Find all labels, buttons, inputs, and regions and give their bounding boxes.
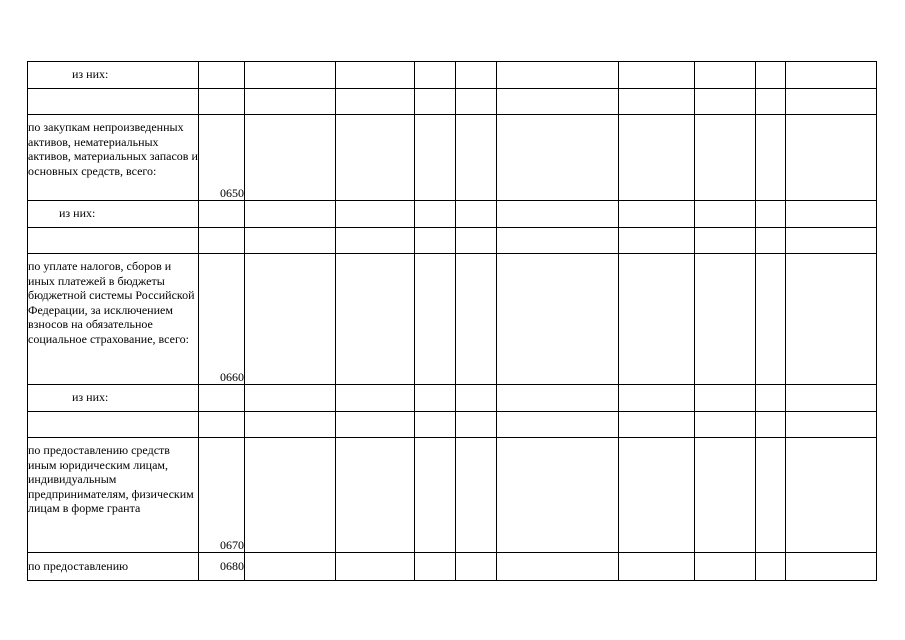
row-label: по предоставлению средств иным юридическим лицам, индивидуальным предпринимателям, физическим лицам в форме гранта	[28, 438, 199, 553]
table-row	[28, 115, 877, 201]
row-label: по закупкам непроизведенных активов, нематериальных активов, материальных запасов и основных средств, всего:	[28, 115, 199, 201]
row-code	[199, 201, 245, 228]
table-cell	[245, 89, 336, 115]
table-cell	[497, 115, 619, 201]
table-cell	[786, 412, 877, 438]
row-label	[28, 89, 199, 115]
table-cell	[786, 385, 877, 412]
table-cell	[756, 553, 786, 581]
table-cell	[695, 115, 756, 201]
table-cell	[456, 228, 497, 254]
table-cell	[245, 201, 336, 228]
table-cell	[619, 254, 695, 385]
table-cell	[245, 62, 336, 89]
row-label: из них:	[28, 385, 199, 412]
table-cell	[415, 385, 456, 412]
row-label	[28, 228, 199, 254]
table-cell	[619, 228, 695, 254]
table-cell	[756, 228, 786, 254]
table-row	[28, 62, 877, 89]
row-code	[199, 385, 245, 412]
table-row	[28, 438, 877, 553]
table-cell	[245, 254, 336, 385]
table-cell	[756, 412, 786, 438]
row-code	[199, 62, 245, 89]
table-cell	[456, 553, 497, 581]
table-cell	[245, 115, 336, 201]
row-label	[28, 412, 199, 438]
table-row	[28, 412, 877, 438]
table-row	[28, 228, 877, 254]
table-cell	[415, 201, 456, 228]
table-cell	[336, 254, 415, 385]
table-cell	[336, 62, 415, 89]
table-cell	[415, 412, 456, 438]
table-cell	[756, 254, 786, 385]
table-cell	[336, 412, 415, 438]
table-cell	[619, 438, 695, 553]
table-cell	[336, 89, 415, 115]
table-cell	[497, 254, 619, 385]
table-cell	[695, 412, 756, 438]
table-cell	[619, 89, 695, 115]
row-code	[199, 412, 245, 438]
table-cell	[619, 553, 695, 581]
table-row	[28, 553, 877, 581]
table-cell	[415, 438, 456, 553]
row-label: из них:	[28, 201, 199, 228]
table-cell	[415, 254, 456, 385]
table-cell	[756, 62, 786, 89]
table-cell	[786, 89, 877, 115]
row-code: 0670	[199, 438, 245, 553]
table-cell	[497, 62, 619, 89]
row-code	[199, 89, 245, 115]
table-cell	[695, 385, 756, 412]
table-cell	[786, 228, 877, 254]
table-cell	[415, 89, 456, 115]
table-cell	[497, 228, 619, 254]
table-cell	[245, 553, 336, 581]
row-label: из них:	[28, 62, 199, 89]
table-cell	[619, 62, 695, 89]
table-cell	[786, 553, 877, 581]
table-row	[28, 254, 877, 385]
table-cell	[456, 385, 497, 412]
table-cell	[756, 89, 786, 115]
table-cell	[245, 228, 336, 254]
table-cell	[245, 385, 336, 412]
table-cell	[756, 385, 786, 412]
row-code: 0650	[199, 115, 245, 201]
row-code	[199, 228, 245, 254]
table-cell	[415, 228, 456, 254]
table-cell	[786, 115, 877, 201]
table-cell	[695, 553, 756, 581]
table-cell	[336, 201, 415, 228]
table-cell	[456, 412, 497, 438]
table-cell	[497, 412, 619, 438]
table-cell	[619, 412, 695, 438]
table-cell	[415, 62, 456, 89]
row-label: по предоставлению	[28, 553, 199, 581]
table-cell	[695, 228, 756, 254]
table-cell	[456, 438, 497, 553]
table-cell	[619, 201, 695, 228]
table-cell	[786, 201, 877, 228]
table-cell	[456, 89, 497, 115]
table-cell	[456, 115, 497, 201]
table-row	[28, 89, 877, 115]
table-cell	[497, 201, 619, 228]
row-code: 0660	[199, 254, 245, 385]
table-cell	[336, 385, 415, 412]
report-table	[27, 61, 877, 581]
table-row	[28, 385, 877, 412]
table-cell	[415, 115, 456, 201]
table-cell	[619, 115, 695, 201]
table-cell	[336, 553, 415, 581]
table-cell	[786, 62, 877, 89]
table-cell	[245, 412, 336, 438]
table-cell	[756, 115, 786, 201]
table-cell	[756, 201, 786, 228]
table-cell	[619, 385, 695, 412]
row-code: 0680	[199, 553, 245, 581]
table-cell	[695, 254, 756, 385]
table-cell	[497, 385, 619, 412]
table-cell	[336, 438, 415, 553]
table-cell	[756, 438, 786, 553]
table-cell	[695, 62, 756, 89]
row-label: по уплате налогов, сборов и иных платежей в бюджеты бюджетной системы Российской Федерации, за исключением взносов на обязательное социальное страхование, всего:	[28, 254, 199, 385]
table-cell	[497, 89, 619, 115]
table-cell	[497, 553, 619, 581]
table-cell	[336, 115, 415, 201]
table-cell	[456, 62, 497, 89]
table-cell	[695, 201, 756, 228]
table-cell	[497, 438, 619, 553]
table-cell	[245, 438, 336, 553]
table-cell	[456, 201, 497, 228]
table-cell	[695, 438, 756, 553]
table-cell	[786, 254, 877, 385]
table-cell	[456, 254, 497, 385]
table-row	[28, 201, 877, 228]
table-cell	[415, 553, 456, 581]
table-cell	[336, 228, 415, 254]
table-cell	[695, 89, 756, 115]
table-cell	[786, 438, 877, 553]
